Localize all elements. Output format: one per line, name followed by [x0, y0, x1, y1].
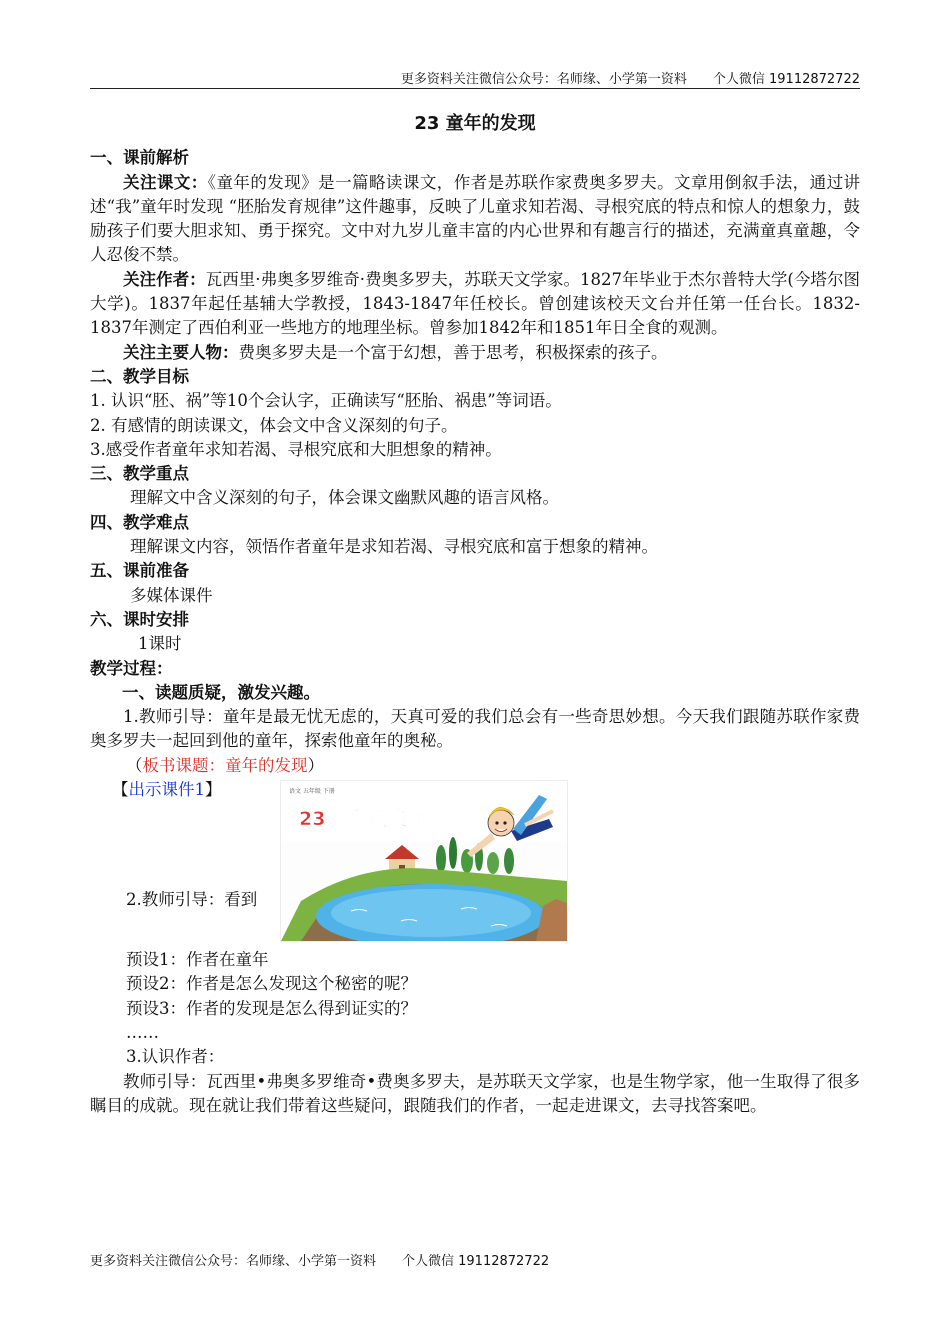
courseware-link: 出示课件1 — [128, 780, 205, 800]
ellipsis: …… — [126, 1022, 159, 1042]
board-note: （板书课题：童年的发现） — [126, 755, 324, 775]
courseware-slide-image — [280, 780, 568, 942]
label: 关注课文： — [123, 172, 208, 192]
preset-item: 预设1：作者在童年 — [126, 950, 269, 970]
process-heading: 教学过程： — [90, 658, 173, 678]
label: 关注主要人物： — [123, 342, 239, 362]
label: 关注作者： — [123, 269, 206, 289]
step-heading: 一、读题质疑，激发兴趣。 — [122, 682, 320, 702]
paragraph-character-focus — [90, 341, 860, 365]
section-heading: 六、课时安排 — [90, 609, 189, 629]
step-text: 2.教师引导：看到 — [126, 890, 258, 910]
list-item: 1. 认识“胚、祸”等10个会认字，正确读写“胚胎、祸患”等词语。 — [90, 391, 562, 411]
page-title: 23 童年的发现 — [414, 113, 536, 134]
preset-item: 预设2：作者是怎么发现这个秘密的呢？ — [126, 974, 417, 994]
section-heading: 五、课前准备 — [90, 561, 189, 581]
page-header: 更多资料关注微信公众号：名师缘、小学第一资料 个人微信 19112872722 — [400, 72, 860, 87]
text: 《童年的发现》是一篇略读课文，作者是苏联作家费奥多罗夫。文章用倒叙手法，通过讲述“我”童年时发现 “胚胎发育规律”这件趣事，反映了儿童求知若渴、寻根究底的特点和惊人的想象力，鼓励孩子们要大胆求知、勇于探究。文中对九岁儿童丰富的内心世界和有趣言行的描述，充满童真童趣，令人忍俊不禁。 — [90, 172, 861, 265]
text: 瓦西里·弗奥多罗维奇·费奥多罗夫，苏联天文学家。1827年毕业于杰尔普特大学(今塔尔图大学)。1837年起任基辅大学教授，1843-1847年任校长。曾创建该校天文台并任第一任台长。1832-1837年测定了西伯利亚一些地方的地理坐标。曾参加1842年和1851年日全食的观测。 — [90, 269, 861, 338]
slide-illustration — [281, 781, 567, 941]
paragraph-author-focus — [90, 268, 860, 341]
courseware-label: 【出示课件1】 — [112, 780, 222, 800]
step-heading: 3.认识作者： — [126, 1047, 225, 1067]
section-heading: 一、课前解析 — [90, 148, 189, 168]
preset-item: 预设3：作者的发现是怎么得到证实的？ — [126, 998, 417, 1018]
document-body — [90, 112, 860, 1118]
slide-caption: 语文 五年级 下册 — [289, 788, 335, 796]
section-text: 理解文中含义深刻的句子，体会课文幽默风趣的语言风格。 — [130, 488, 559, 508]
section-heading: 二、教学目标 — [90, 366, 189, 386]
board-title: 板书课题：童年的发现 — [142, 755, 308, 775]
section-heading: 三、教学重点 — [90, 464, 189, 484]
page-footer: 更多资料关注微信公众号：名师缘、小学第一资料 个人微信 19112872722 — [90, 1254, 550, 1269]
list-item: 3.感受作者童年求知若渴、寻根究底和大胆想象的精神。 — [90, 439, 502, 459]
slide-title: 23 童年的发现 — [299, 808, 428, 831]
paragraph-text-focus — [90, 171, 860, 268]
step-text: 教师引导：瓦西里•弗奥多罗维奇•费奥多罗夫，是苏联天文学家，也是生物学家，他一生取得了很多瞩目的成就。现在就让我们带着这些疑问，跟随我们的作者，一起走进课文，去寻找答案吧。 — [90, 1071, 860, 1115]
section-heading: 四、教学难点 — [90, 512, 189, 532]
courseware-block — [90, 778, 860, 948]
section-text: 理解课文内容，领悟作者童年是求知若渴、寻根究底和富于想象的精神。 — [130, 537, 658, 557]
step-text: 1.教师引导：童年是最无忧无虑的，天真可爱的我们总会有一些奇思妙想。今天我们跟随苏联作家费奥多罗夫一起回到他的童年，探索他童年的奥秘。 — [90, 707, 860, 751]
text: 费奥多罗夫是一个富于幻想，善于思考，积极探索的孩子。 — [238, 342, 668, 362]
section-text: 1课时 — [138, 634, 182, 654]
section-text: 多媒体课件 — [130, 585, 213, 605]
header-divider — [90, 88, 860, 89]
list-item: 2. 有感情的朗读课文，体会文中含义深刻的句子。 — [90, 415, 458, 435]
